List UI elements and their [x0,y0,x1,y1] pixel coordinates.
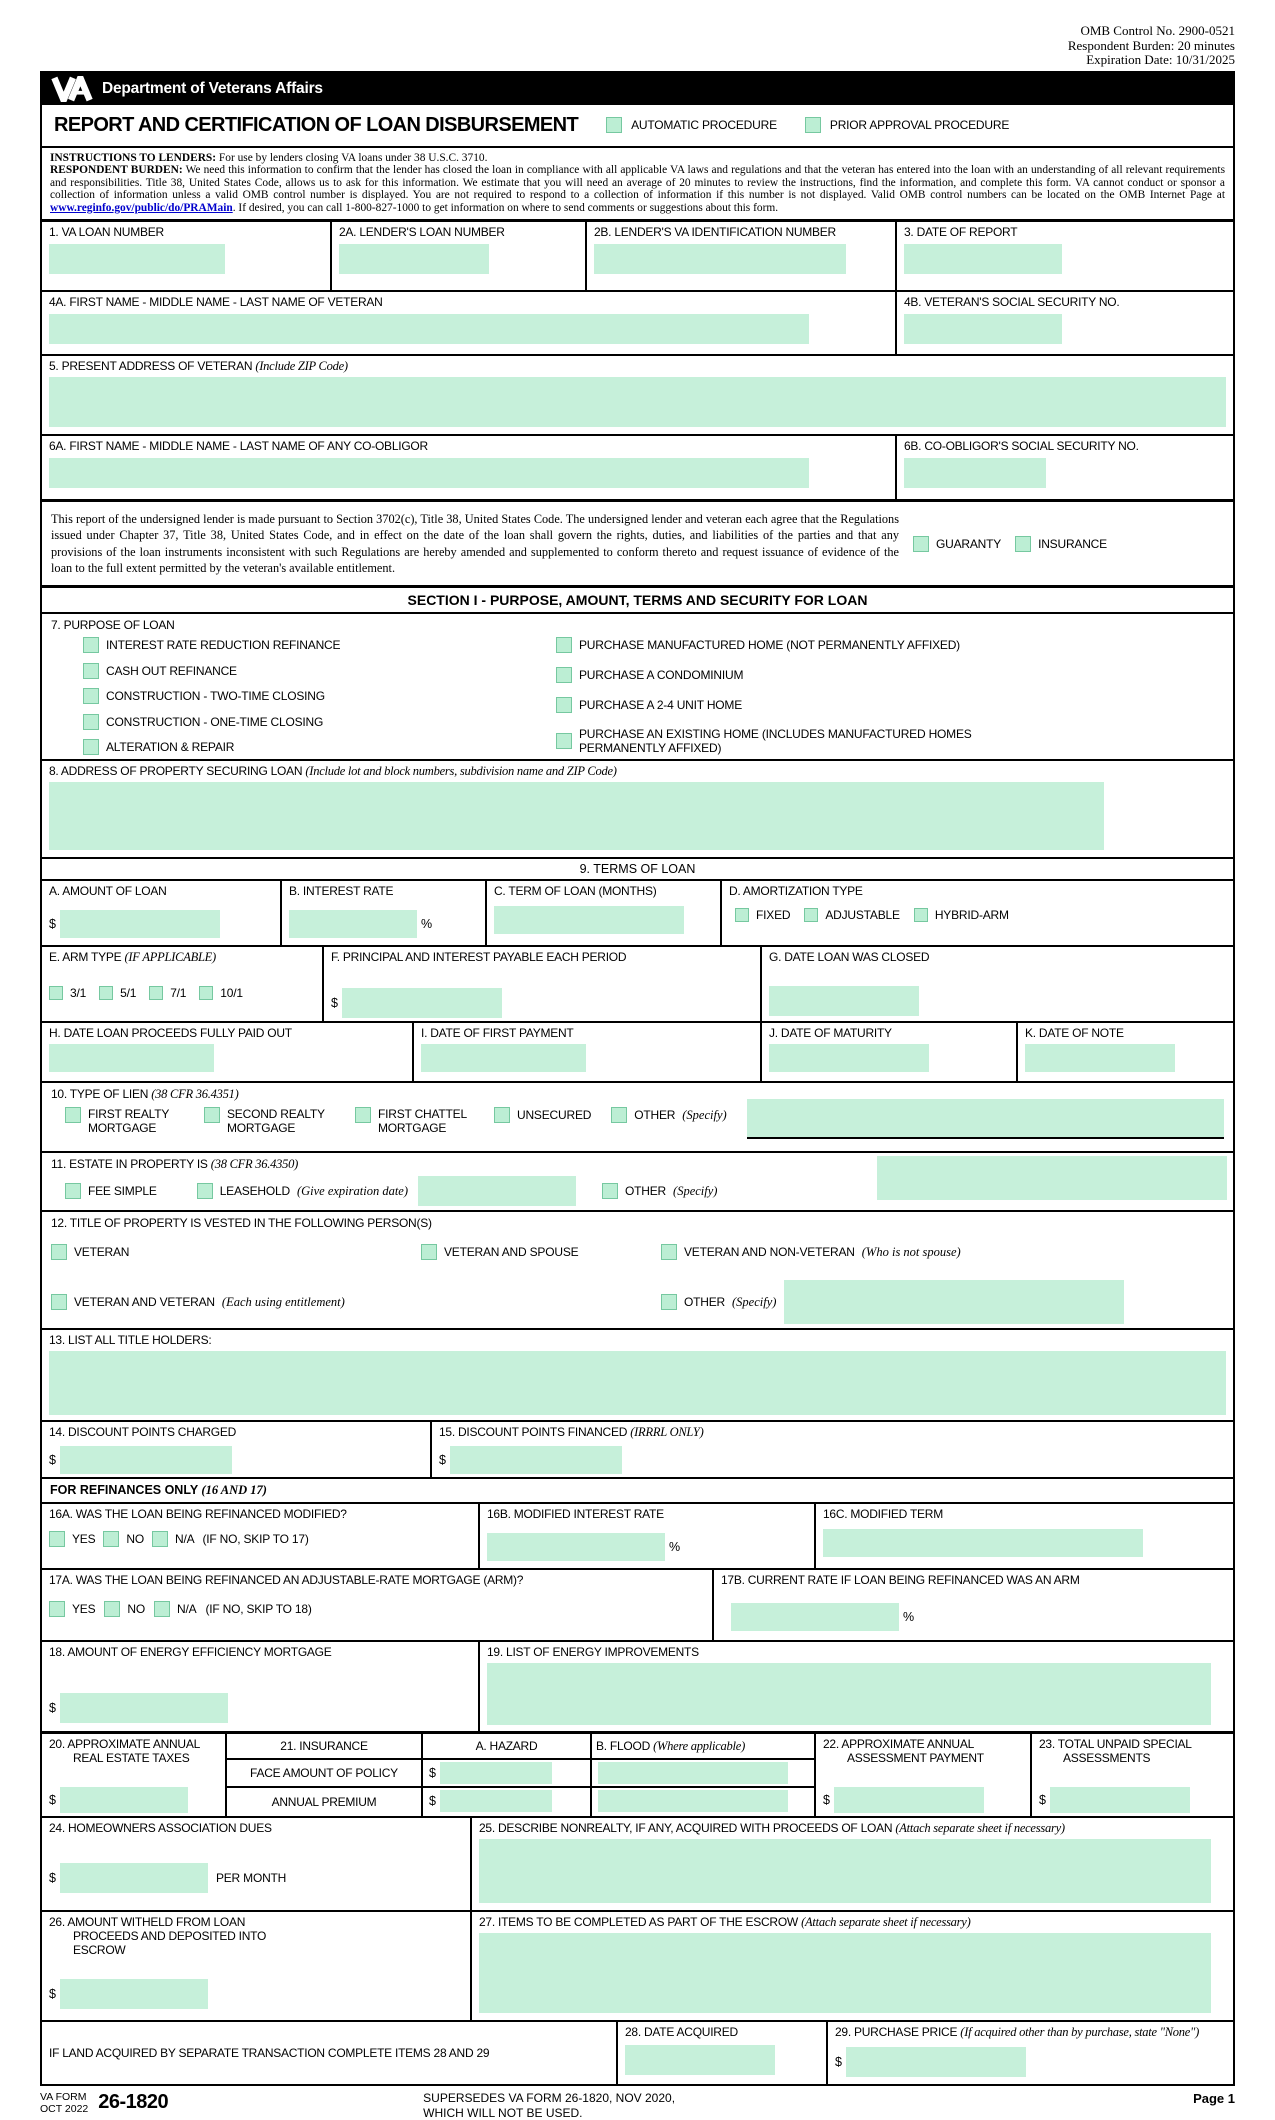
field-8-label: 8. ADDRESS OF PROPERTY SECURING LOAN (Include lot and block numbers, subdivision name and ZIP Code) [49,764,617,779]
field-4a-label: 4A. FIRST NAME - MIDDLE NAME - LAST NAME OF VETERAN [49,295,383,310]
percent-sign: % [421,917,433,932]
lenders-loan-number-field[interactable] [339,244,489,274]
dollar-sign: $ [429,1794,436,1809]
field-9i-label: I. DATE OF FIRST PAYMENT [421,1026,574,1041]
vested-other-checkbox[interactable] [661,1294,677,1310]
expiration-date: Expiration Date: 10/31/2025 [1086,52,1235,67]
arm-refi-na-checkbox[interactable] [154,1601,170,1617]
modified-no-option: NO [103,1531,144,1547]
row-6 [42,436,1233,502]
title-holders-row [42,1330,1233,1422]
lien-other-checkbox[interactable] [611,1107,627,1123]
supersedes-note: SUPERSEDES VA FORM 26-1820, NOV 2020, WHICH WILL NOT BE USED. [423,2091,676,2120]
field-14-label: 14. DISCOUNT POINTS CHARGED [49,1425,237,1440]
prior-approval-option [805,117,1009,133]
modified-no-checkbox[interactable] [103,1531,119,1547]
co-obligor-ssn-field[interactable] [904,458,1046,488]
purpose-construction-two-checkbox[interactable] [83,688,99,704]
agency-name: Department of Veterans Affairs [102,79,323,97]
dollar-sign: $ [49,917,56,932]
form-body [40,71,1235,2087]
field-16b-label: 16B. MODIFIED INTEREST RATE [487,1507,664,1522]
lien-first-chattel-checkbox[interactable] [355,1107,371,1123]
field-9k-label: K. DATE OF NOTE [1025,1026,1124,1041]
date-of-report-field[interactable] [904,244,1062,274]
estate-other-option: OTHER (Specify) [602,1183,717,1199]
type-of-lien-row [42,1083,1233,1153]
row-24-25 [42,1818,1233,1912]
flood-face-amount-field[interactable] [598,1762,788,1784]
unpaid-assessments-field[interactable] [1050,1787,1190,1813]
row-20-23 [42,1734,1233,1818]
field-27-label: 27. ITEMS TO BE COMPLETED AS PART OF THE ESCROW (Attach separate sheet if necessary) [479,1915,971,1930]
lien-second-realty-checkbox[interactable] [204,1107,220,1123]
property-address-row [42,761,1233,859]
field-16a-note: (IF NO, SKIP TO 17) [202,1532,309,1547]
dollar-sign: $ [331,996,338,1011]
dollar-sign: $ [49,1793,56,1808]
purpose-construction-one-checkbox[interactable] [83,714,99,730]
burden-text: We need this information to confirm that the lender has closed the loan in compliance with all applicable VA laws and regulations and that the veteran has entered into the loan with an understanding of all relevant requirements and responsibilities. Title 38, United States Code, allows us to ask for this information. We estimate that you will need an average of 20 minutes to review the instructions, find the information, and complete this form. VA cannot conduct or sponsor a collection of information unless a valid OMB control number is displayed. You are not required to respond to a collection of information if this number is not displayed. Valid OMB control numbers can be located on the OMB Internet Page at [50,164,1225,202]
percent-sign: % [669,1540,681,1555]
dollar-sign: $ [429,1766,436,1781]
purchase-price-field[interactable] [846,2047,1026,2077]
purpose-alteration-checkbox[interactable] [83,739,99,755]
field-24-label: 24. HOMEOWNERS ASSOCIATION DUES [49,1821,272,1836]
amortization-fixed-option: FIXED [735,908,790,922]
vested-veteran-veteran-option: VETERAN AND VETERAN (Each using entitlement) [51,1294,661,1310]
purpose-irrrl-option: INTEREST RATE REDUCTION REFINANCE [83,637,556,653]
date-of-note-field[interactable] [1025,1044,1175,1072]
hazard-face-amount-field[interactable] [440,1762,552,1784]
date-acquired-field[interactable] [625,2045,775,2075]
date-loan-closed-field[interactable] [769,986,919,1016]
row-18-19 [42,1642,1233,1734]
field-16c-label: 16C. MODIFIED TERM [823,1507,943,1522]
field-9b-label: B. INTEREST RATE [289,884,394,899]
vested-veteran-option: VETERAN [51,1244,421,1260]
purpose-irrrl-checkbox[interactable] [83,637,99,653]
instructions-block [42,148,1233,223]
vested-other-specify-field[interactable] [784,1280,1124,1324]
purpose-existing-home-checkbox[interactable] [556,733,572,749]
field-13-label: 13. LIST ALL TITLE HOLDERS: [49,1333,212,1348]
arm-7-1-checkbox[interactable] [149,986,163,1000]
field-11-label: 11. ESTATE IN PROPERTY IS (38 CFR 36.4350) [51,1157,299,1172]
dollar-sign: $ [823,1793,830,1808]
dollar-sign: $ [49,1701,56,1716]
hazard-annual-premium-field[interactable] [440,1790,552,1812]
purpose-2-4-unit-checkbox[interactable] [556,697,572,713]
purpose-of-loan-row [42,614,1233,761]
arm-refi-yes-option: YES [49,1601,95,1617]
prior-approval-label: PRIOR APPROVAL PROCEDURE [829,118,1010,132]
field-18-label: 18. AMOUNT OF ENERGY EFFICIENCY MORTGAGE [49,1645,332,1660]
arm-3-1-option: 3/1 [49,986,86,1000]
field-29-label: 29. PURCHASE PRICE (If acquired other than by purchase, state "None") [835,2025,1199,2040]
modified-na-option: N/A [152,1531,194,1547]
field-16a-label: 16A. WAS THE LOAN BEING REFINANCED MODIFIED? [49,1507,347,1522]
amortization-hybrid-checkbox[interactable] [914,908,928,922]
field-9a-label: A. AMOUNT OF LOAN [49,884,167,899]
amortization-fixed-checkbox[interactable] [735,908,749,922]
dollar-sign: $ [49,1871,56,1886]
lien-unsecured-option: UNSECURED [494,1107,591,1123]
date-proceeds-paid-field[interactable] [49,1044,214,1072]
automatic-procedure-option [606,117,777,133]
title-vested-row [42,1212,1233,1330]
lien-first-realty-checkbox[interactable] [65,1107,81,1123]
estate-other-specify-field[interactable] [877,1156,1227,1200]
face-amount-label: FACE AMOUNT OF POLICY [227,1760,421,1788]
dollar-sign: $ [49,1453,56,1468]
escrow-withheld-field[interactable] [60,1979,208,2009]
purpose-condo-option: PURCHASE A CONDOMINIUM [556,667,1224,683]
veteran-ssn-field[interactable] [904,314,1062,344]
field-17a-label: 17A. WAS THE LOAN BEING REFINANCED AN ADJUSTABLE-RATE MORTGAGE (ARM)? [49,1573,524,1588]
field-19-label: 19. LIST OF ENERGY IMPROVEMENTS [487,1645,699,1660]
amortization-adjustable-checkbox[interactable] [804,908,818,922]
purpose-construction-one-option: CONSTRUCTION - ONE-TIME CLOSING [83,714,556,730]
estate-leasehold-checkbox[interactable] [197,1183,213,1199]
amortization-hybrid-option: HYBRID-ARM [914,908,1009,922]
vested-other-option: OTHER (Specify) [661,1294,776,1310]
guaranty-checkbox[interactable] [913,536,929,552]
field-21-label: 21. INSURANCE [227,1734,421,1760]
amortization-adjustable-option: ADJUSTABLE [804,908,899,922]
purpose-construction-two-option: CONSTRUCTION - TWO-TIME CLOSING [83,688,556,704]
row-17 [42,1570,1233,1642]
field-2a-label: 2A. LENDER'S LOAN NUMBER [339,225,505,240]
escrow-items-field[interactable] [479,1933,1211,2013]
guaranty-option [913,536,1001,552]
arm-refi-no-option: NO [104,1601,145,1617]
field-3-label: 3. DATE OF REPORT [904,225,1018,240]
amount-of-loan-field[interactable] [60,910,220,938]
field-17b-label: 17B. CURRENT RATE IF LOAN BEING REFINANCED WAS AN ARM [721,1573,1080,1588]
field-20-label: 20. APPROXIMATE ANNUAL REAL ESTATE TAXES [49,1737,200,1766]
vested-veteran-nonveteran-option: VETERAN AND NON-VETERAN (Who is not spouse) [661,1244,961,1260]
burden-label: RESPONDENT BURDEN: [50,164,183,177]
burden-tail: . If desired, you can call 1-800-827-1000 to get information on where to send comments or suggestions about this form. [232,201,779,214]
dollar-sign: $ [49,1987,56,2002]
arm-10-1-option: 10/1 [199,986,243,1000]
annual-assessment-field[interactable] [834,1787,984,1813]
guaranty-label: GUARANTY [936,536,1002,551]
field-6a-label: 6A. FIRST NAME - MIDDLE NAME - LAST NAME OF ANY CO-OBLIGOR [49,439,428,454]
estate-fee-simple-checkbox[interactable] [65,1183,81,1199]
field-4b-label: 4B. VETERAN'S SOCIAL SECURITY NO. [904,295,1120,310]
co-obligor-name-field[interactable] [49,458,809,488]
row-1 [42,222,1233,292]
hazard-label: A. HAZARD [423,1734,590,1760]
principal-interest-field[interactable] [342,988,502,1018]
date-maturity-field[interactable] [769,1044,929,1072]
lien-first-realty-option: FIRST REALTY MORTGAGE [65,1107,184,1135]
certification-row [42,502,1233,588]
purpose-cashout-checkbox[interactable] [83,663,99,679]
automatic-procedure-label: AUTOMATIC PROCEDURE [631,118,777,132]
terms-row-h-k [42,1023,1233,1083]
veteran-name-field[interactable] [49,314,809,344]
field-28-label: 28. DATE ACQUIRED [625,2025,738,2040]
purpose-alteration-option: ALTERATION & REPAIR [83,739,556,755]
field-9h-label: H. DATE LOAN PROCEEDS FULLY PAID OUT [49,1026,292,1041]
arm-refi-na-option: N/A [154,1601,196,1617]
energy-mortgage-amount-field[interactable] [60,1693,228,1723]
arm-7-1-option: 7/1 [149,986,186,1000]
va-form-block: VA FORM OCT 2022 [40,2091,89,2116]
dollar-sign: $ [835,2055,842,2070]
lien-other-specify-field[interactable] [747,1099,1224,1137]
row-5 [42,356,1233,436]
lien-first-chattel-option: FIRST CHATTEL MORTGAGE [355,1107,474,1135]
field-9j-label: J. DATE OF MATURITY [769,1026,892,1041]
vested-veteran-nonveteran-checkbox[interactable] [661,1244,677,1260]
dollar-sign: $ [1039,1793,1046,1808]
va-logo-icon [51,76,93,102]
annual-taxes-field[interactable] [60,1787,188,1813]
row-16 [42,1504,1233,1570]
title-row [42,105,1233,148]
energy-improvements-field[interactable] [487,1663,1211,1725]
refinances-only-header: FOR REFINANCES ONLY (16 AND 17) [42,1479,1233,1504]
hoa-dues-field[interactable] [60,1863,208,1893]
property-address-field[interactable] [49,782,1104,850]
current-arm-rate-field[interactable] [731,1603,899,1631]
date-first-payment-field[interactable] [421,1044,586,1072]
insurance-label: INSURANCE [1038,536,1107,551]
section-1-header: SECTION I - PURPOSE, AMOUNT, TERMS AND SECURITY FOR LOAN [42,588,1233,614]
purpose-cashout-option: CASH OUT REFINANCE [83,663,556,679]
term-of-loan-field[interactable] [494,906,684,934]
flood-annual-premium-field[interactable] [598,1790,788,1812]
respondent-burden: Respondent Burden: 20 minutes [1067,37,1235,53]
arm-refi-no-checkbox[interactable] [104,1601,120,1617]
instructions-label: INSTRUCTIONS TO LENDERS: [50,151,217,164]
instructions-text: For use by lenders closing VA loans under 38 U.S.C. 3710. [218,151,488,164]
lien-second-realty-option: SECOND REALTY MORTGAGE [204,1107,335,1135]
estate-leasehold-option: LEASEHOLD (Give expiration date) [197,1183,408,1199]
annual-premium-label: ANNUAL PREMIUM [271,1795,377,1810]
row-4 [42,292,1233,356]
insurance-option [1015,536,1107,552]
terms-row-a-d [42,881,1233,947]
field-9c-label: C. TERM OF LOAN (MONTHS) [494,884,657,899]
discount-points-charged-field[interactable] [60,1446,232,1474]
percent-sign: % [903,1610,915,1625]
estate-other-checkbox[interactable] [602,1183,618,1199]
certification-text: This report of the undersigned lender is made pursuant to Section 3702(c), Title 38, United States Code. The undersigned lender and veteran each agree that the Regulations issued under Chapter 37, Title 38, United States Code, and in effect on the date of the loan shall govern the rights, duties, and liabilities of the parties and that any provisions of the loan instruments inconsistent with such Regulations are hereby amended and supplemented to conform thereto and request issuance of evidence of the loan to the full extent permitted by the veteran's available entitlement. [51,511,899,576]
field-9f-label: F. PRINCIPAL AND INTEREST PAYABLE EACH PERIOD [331,950,627,965]
row-26-27 [42,1912,1233,2022]
purpose-condo-checkbox[interactable] [556,667,572,683]
flood-label: B. FLOOD (Where applicable) [592,1734,814,1760]
automatic-procedure-checkbox[interactable] [606,117,622,133]
lenders-va-id-field[interactable] [594,244,846,274]
lien-other-option: OTHER (Specify) [611,1107,726,1123]
vested-veteran-checkbox[interactable] [51,1244,67,1260]
insurance-checkbox[interactable] [1015,536,1031,552]
field-15-label: 15. DISCOUNT POINTS FINANCED (IRRRL ONLY) [439,1425,704,1440]
vested-veteran-veteran-checkbox[interactable] [51,1294,67,1310]
field-9d-label: D. AMORTIZATION TYPE [729,884,863,899]
land-acquired-note: IF LAND ACQUIRED BY SEPARATE TRANSACTION COMPLETE ITEMS 28 AND 29 [49,2046,490,2061]
omb-block [40,24,1235,68]
field-10-label: 10. TYPE OF LIEN (38 CFR 36.4351) [51,1087,239,1102]
page-number: Page 1 [1193,2091,1235,2107]
interest-rate-field[interactable] [289,910,417,938]
vested-veteran-spouse-option: VETERAN AND SPOUSE [421,1244,661,1260]
leasehold-expiration-field[interactable] [418,1176,576,1206]
arm-refi-yes-checkbox[interactable] [49,1601,65,1617]
purpose-manufactured-option: PURCHASE MANUFACTURED HOME (NOT PERMANENTLY AFFIXED) [556,637,1224,653]
field-1-label: 1. VA LOAN NUMBER [49,225,164,240]
form-footer [40,2086,1235,2120]
discount-points-financed-field[interactable] [450,1446,622,1474]
modified-yes-checkbox[interactable] [49,1531,65,1547]
field-23-label: 23. TOTAL UNPAID SPECIAL ASSESSMENTS [1039,1737,1192,1766]
modified-yes-option: YES [49,1531,95,1547]
row-28-29 [42,2022,1233,2084]
field-12-label: 12. TITLE OF PROPERTY IS VESTED IN THE FOLLOWING PERSON(S) [51,1216,432,1231]
vested-veteran-spouse-checkbox[interactable] [421,1244,437,1260]
arm-10-1-checkbox[interactable] [199,986,213,1000]
per-month-label: PER MONTH [215,1871,287,1886]
terms-of-loan-header: 9. TERMS OF LOAN [42,859,1233,881]
field-9e-label: E. ARM TYPE (IF APPLICABLE) [49,950,216,965]
modified-na-checkbox[interactable] [152,1531,168,1547]
title-holders-field[interactable] [49,1351,1226,1415]
arm-5-1-option: 5/1 [99,986,136,1000]
field-6b-label: 6B. CO-OBLIGOR'S SOCIAL SECURITY NO. [904,439,1139,454]
va-loan-number-field[interactable] [49,244,225,274]
field-2b-label: 2B. LENDER'S VA IDENTIFICATION NUMBER [594,225,836,240]
modified-interest-rate-field[interactable] [487,1533,665,1561]
veteran-address-field[interactable] [49,377,1226,427]
field-26-label: 26. AMOUNT WITHELD FROM LOAN PROCEEDS AND DEPOSITED INTO ESCROW [49,1915,267,1958]
omb-control-number: OMB Control No. 2900-0521 [1080,23,1235,38]
arm-5-1-checkbox[interactable] [99,986,113,1000]
form-title: REPORT AND CERTIFICATION OF LOAN DISBURSEMENT [54,113,579,136]
field-7-label: 7. PURPOSE OF LOAN [51,618,175,633]
reginfo-link[interactable]: www.reginfo.gov/public/do/PRAMain [50,201,233,214]
field-17a-note: (IF NO, SKIP TO 18) [205,1602,312,1617]
arm-3-1-checkbox[interactable] [49,986,63,1000]
estate-in-property-row [42,1153,1233,1212]
purpose-manufactured-checkbox[interactable] [556,637,572,653]
discount-points-row [42,1422,1233,1479]
form-number: 26-1820 [98,2091,169,2114]
purpose-2-4-unit-option: PURCHASE A 2-4 UNIT HOME [556,697,1224,713]
lien-unsecured-checkbox[interactable] [494,1107,510,1123]
field-25-label: 25. DESCRIBE NONREALTY, IF ANY, ACQUIRED WITH PROCEEDS OF LOAN (Attach separate sheet if necessary) [479,1821,1065,1836]
agency-bar [42,73,1233,105]
dollar-sign: $ [439,1453,446,1468]
modified-term-field[interactable] [823,1529,1143,1557]
field-22-label: 22. APPROXIMATE ANNUAL ASSESSMENT PAYMENT [823,1737,984,1766]
prior-approval-checkbox[interactable] [805,117,821,133]
field-5-label: 5. PRESENT ADDRESS OF VETERAN (Include ZIP Code) [49,359,348,374]
nonrealty-description-field[interactable] [479,1839,1211,1903]
estate-fee-simple-option: FEE SIMPLE [65,1183,157,1199]
terms-row-e-g [42,947,1233,1023]
field-9g-label: G. DATE LOAN WAS CLOSED [769,950,930,965]
purpose-existing-home-option: PURCHASE AN EXISTING HOME (INCLUDES MANUFACTURED HOMES PERMANENTLY AFFIXED) [556,727,1224,755]
